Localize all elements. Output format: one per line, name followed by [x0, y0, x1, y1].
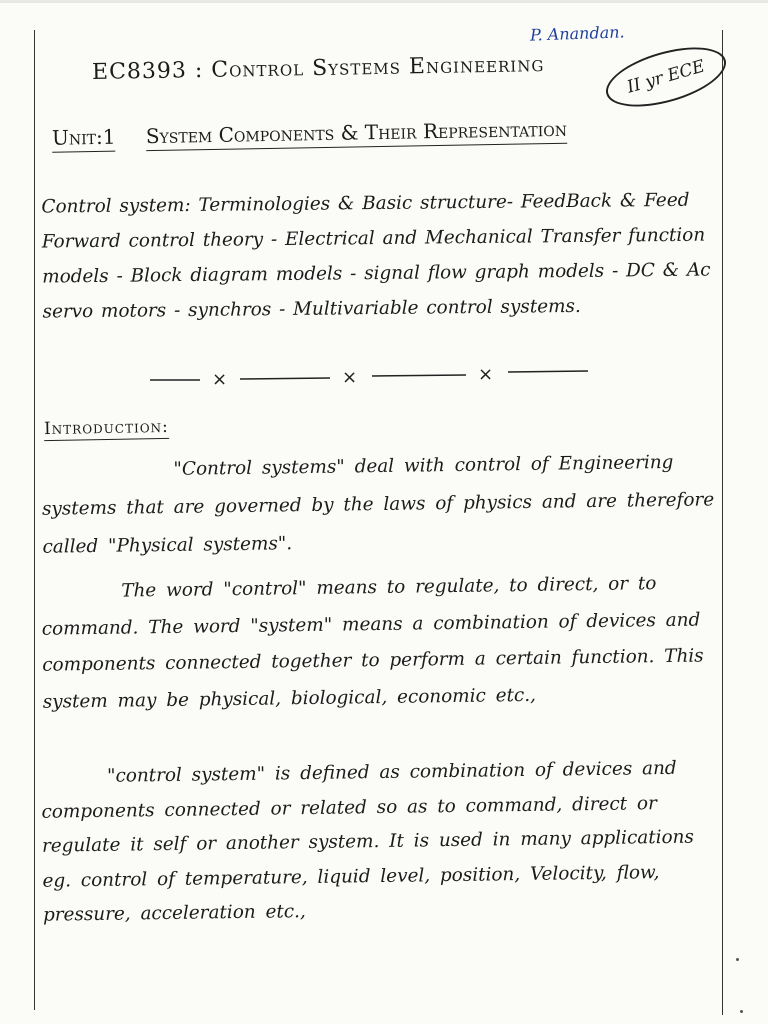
- svg-text:×: ×: [212, 369, 228, 388]
- page-top-edge: [0, 0, 768, 3]
- ink-speck: [740, 1010, 743, 1013]
- ink-speck: [736, 958, 739, 961]
- left-margin-line: [34, 30, 35, 1010]
- svg-text:×: ×: [478, 368, 494, 385]
- introduction-heading: Introduction:: [43, 416, 169, 440]
- class-tag-circled: [600, 36, 733, 118]
- page-title: EC8393 : Control Systems Engineering: [91, 52, 545, 85]
- paragraph-1: "Control systems" deal with control of Engineering systems that are governed by the laws of physics and are therefore called "Physical systems".: [41, 451, 715, 558]
- unit-heading: [52, 114, 712, 150]
- syllabus-text: Control system: Terminologies & Basic structure- FeedBack & Feed Forward control theory - Electrical and Mechanical Transfer function models - Block diagram models - signal flow graph models - DC & Ac servo motors - synchros - Multivariable control systems.: [41, 189, 711, 323]
- svg-text:×: ×: [342, 368, 358, 388]
- paragraph-3: "control system" is defined as combination of devices and components connected or related so as to command, direct or regulate it self or another system. It is used in many applications eg. control of temperature, liquid level, position, Velocity, flow, pressure, acceleration etc.,: [41, 757, 695, 926]
- paragraph-2: The word "control" means to regulate, to direct, or to command. The word "system" means a combination of devices and components connected together to perform a certain function. This system may be physical, biological, economic etc.,: [41, 573, 704, 713]
- class-tag-label: II yr ECE: [624, 56, 708, 98]
- right-margin-line: [722, 30, 723, 1015]
- unit-title: System Components & Their Representation: [146, 117, 568, 151]
- unit-label: Unit:1: [52, 125, 116, 153]
- section-divider: [150, 368, 590, 388]
- author-signature: P. Anandan.: [529, 22, 625, 45]
